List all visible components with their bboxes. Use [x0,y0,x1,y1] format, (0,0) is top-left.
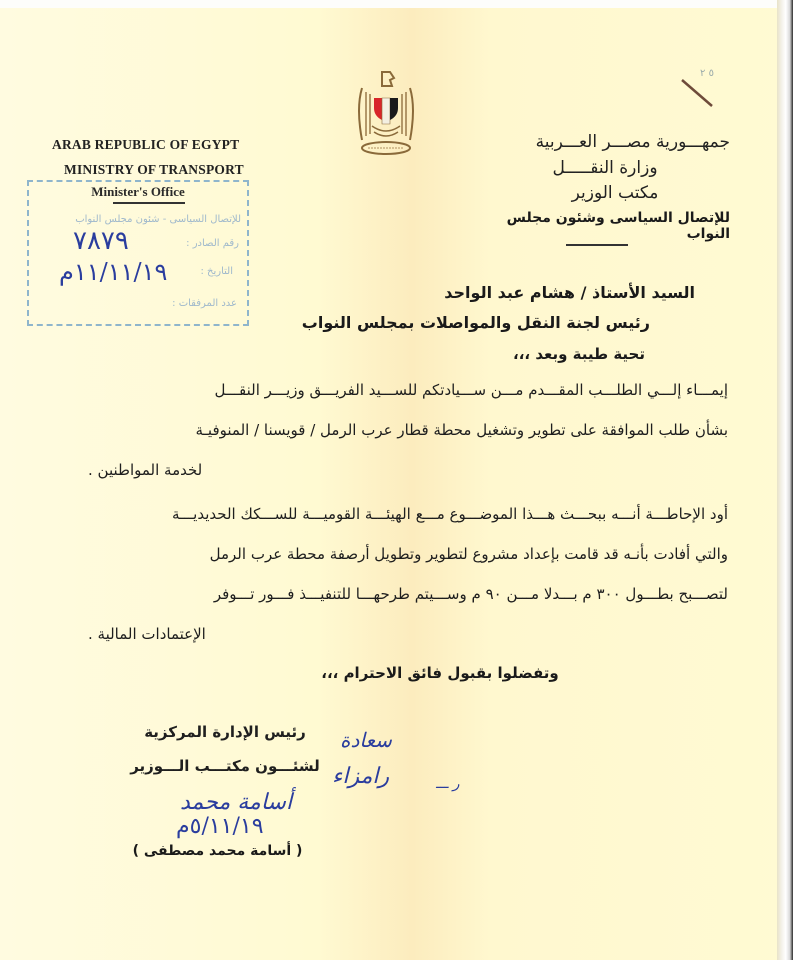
ministers-office-stamp [27,180,249,326]
body-paragraph-2-line-4 [88,625,728,643]
recipient-title: رئيس لجنة النقل والمواصلات بمجلس النواب [301,313,650,332]
handwritten-signature-date: ٥/١١/١٩م [176,814,264,839]
body-paragraph-2-line-2: والتي أفادت بأنـه قد قامت بإعداد مشروع لتطوير وتطويل أرصفة محطة عرب الرمل [209,545,728,563]
margin-note-mark: ر ـــ [436,776,460,792]
arabic-header-ministry: وزارة النقـــــل [552,158,658,178]
stamp-handwritten-number: ٧٨٧٩ [73,226,129,256]
margin-note-line-2: رامزاء [332,764,390,789]
corner-faint-number: ٥ ٢ [700,68,714,79]
signatory-title-line-2: لشئـــون مكتـــب الـــوزير [130,757,320,775]
body-paragraph-2-line-4-text: الإعتمادات المالية . [88,625,206,643]
margin-note-line-1: سعادة [340,728,392,752]
greeting: تحية طيبة وبعد ،،، [513,345,645,363]
body-paragraph-1-line-2: بشأن طلب الموافقة على تطوير وتشغيل محطة قطار عرب الرمل / قويسنا / المنوفيـة [195,421,728,439]
stamp-title-underline [113,202,185,204]
stamp-attachments-label: عدد المرفقات : [172,298,237,309]
body-paragraph-1-line-3-text: لخدمة المواطنين . [88,461,203,479]
stamp-outgoing-number-label: رقم الصادر : [186,238,239,249]
scan-top-margin [0,0,793,8]
header-underline [566,244,628,246]
egypt-eagle-emblem-icon [352,68,420,160]
english-header-ministry: MINISTRY OF TRANSPORT [64,162,244,177]
body-paragraph-1-line-3 [88,461,728,479]
arabic-header-office: مكتب الوزير [571,183,659,203]
stamp-department-line: للإتصال السياسى - شئون مجلس النواب [75,214,241,225]
body-paragraph-2-line-1: أود الإحاطـــة أنـــه ببحـــث هـــذا الموضـــوع مـــع الهيئـــة القوميـــة للســـكك الحديديـــة [171,505,728,523]
arabic-header-department: للإتصال السياسى وشئون مجلس النواب [506,210,730,242]
signatory-name: ( أسامة محمد مصطفى ) [132,843,303,859]
arabic-header-country: جمهـــورية مصـــر العـــربية [535,132,730,152]
page-edge-shadow [777,0,793,960]
recipient-name: السيد الأستاذ / هشام عبد الواحد [444,283,695,302]
body-paragraph-2-line-3: لتصـــبح بطـــول ٣٠٠ م بـــدلا مـــن ٩٠ م وســـيتم طرحهـــا للتنفيـــذ فـــور تـــوفر [213,585,728,603]
english-header-country: ARAB REPUBLIC OF EGYPT [52,137,240,152]
closing-line: وتفضلوا بقبول فائق الاحترام ،،، [321,664,559,682]
handwritten-signature: أسامة محمد [180,790,293,815]
signatory-title-line-1: رئيس الإدارة المركزية [144,723,306,741]
stamp-title: Minister's Office [91,184,185,199]
stamp-handwritten-date: ١١/١١/١٩م [59,258,168,286]
corner-handwritten-mark [676,74,716,108]
body-paragraph-1-line-1: إيمـــاء إلـــي الطلـــب المقـــدم مـــن ســـيادتكم للســـيد الفريـــق وزيـــر النقـــل [214,381,728,399]
stamp-date-label: التاريخ : [200,266,233,277]
